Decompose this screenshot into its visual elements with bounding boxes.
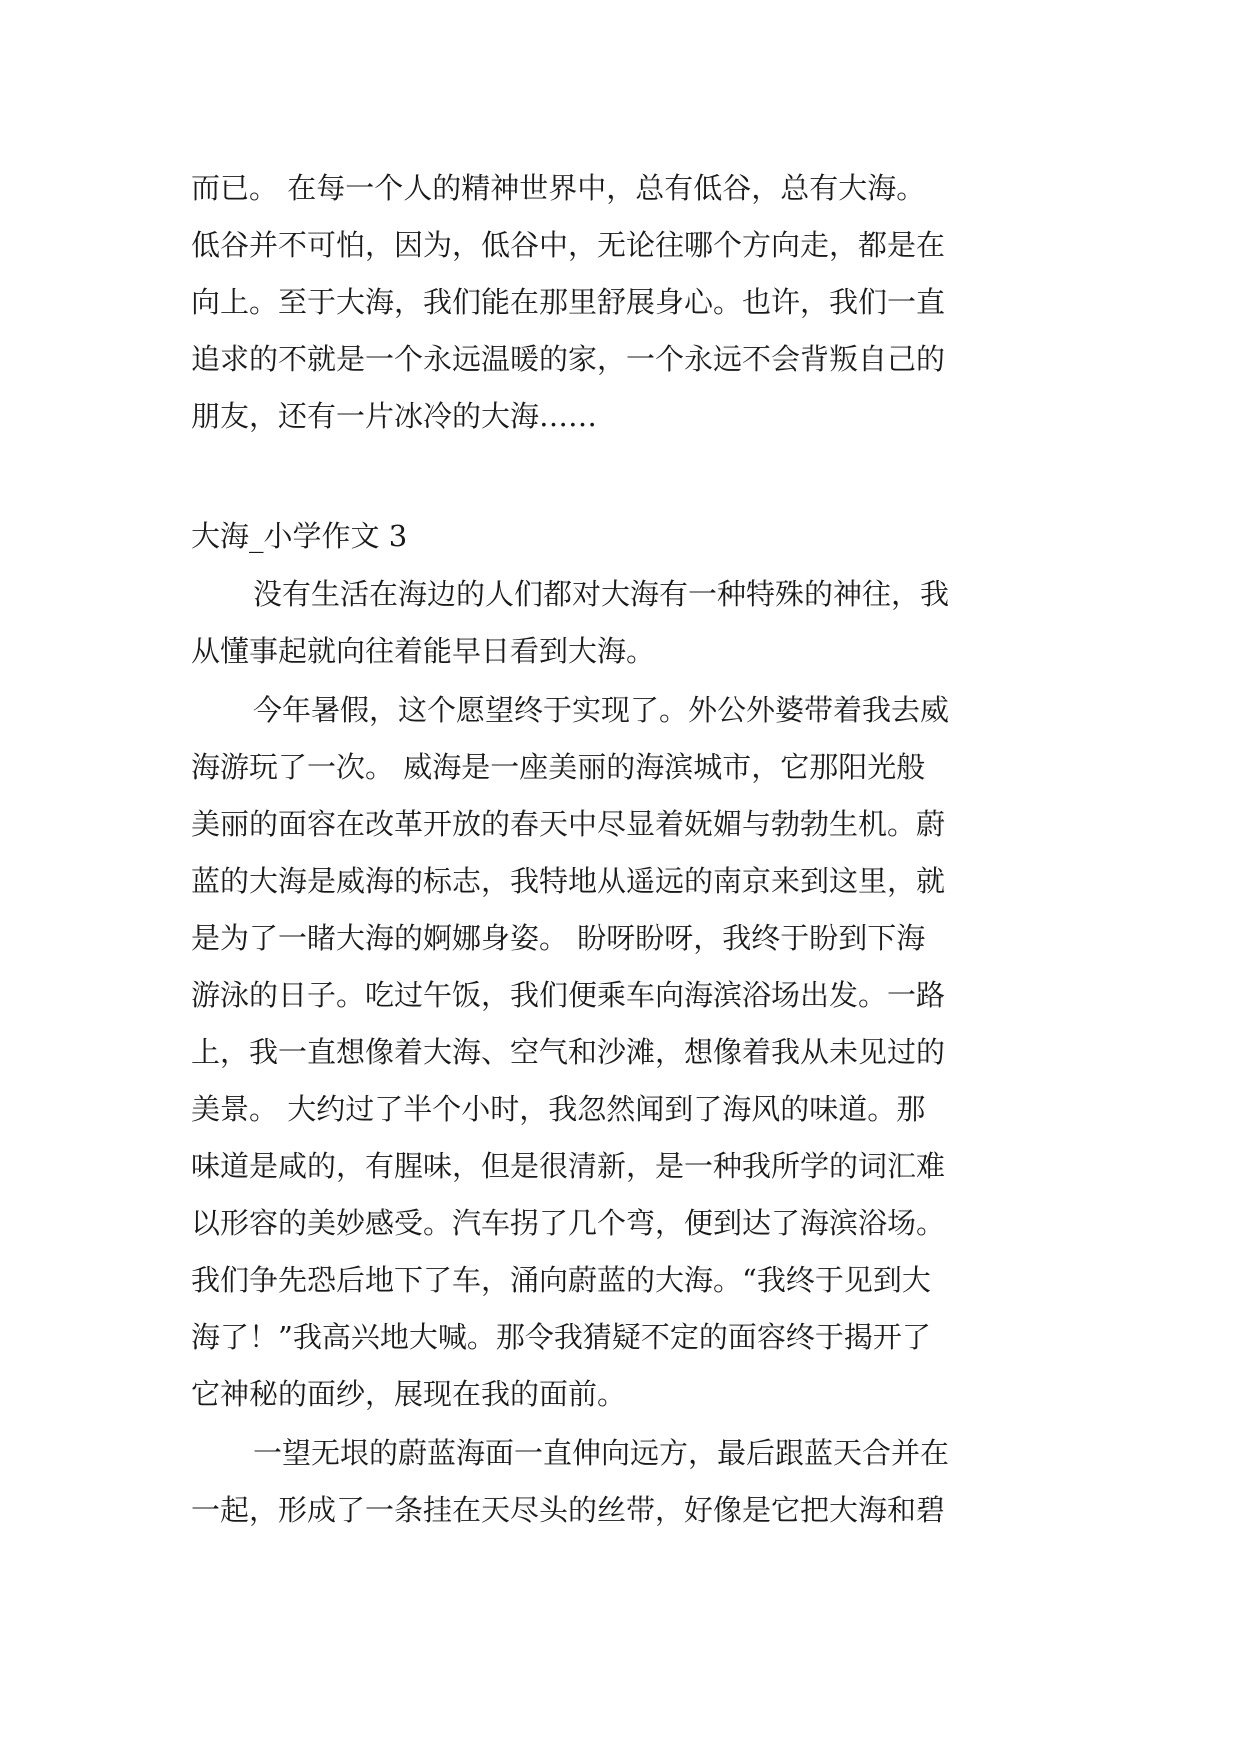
text-line: 美景。 大约过了半个小时，我忽然闻到了海风的味道。那 (191, 1092, 926, 1126)
text-line: 向上。至于大海，我们能在那里舒展身心。也许，我们一直 (191, 285, 946, 319)
text-line: 一望无垠的蔚蓝海面一直伸向远方，最后跟蓝天合并在 (253, 1436, 950, 1470)
text-line: 蓝的大海是威海的标志，我特地从遥远的南京来到这里，就 (191, 864, 946, 898)
text-line: 我们争先恐后地下了车，涌向蔚蓝的大海。“我终于见到大 (191, 1263, 931, 1297)
text-line: 今年暑假，这个愿望终于实现了。外公外婆带着我去威 (253, 693, 950, 727)
intro-paragraph (191, 160, 1071, 445)
text-line: 是为了一睹大海的婀娜身姿。 盼呀盼呀，我终于盼到下海 (191, 921, 926, 955)
text-line: 没有生活在海边的人们都对大海有一种特殊的神往，我 (253, 577, 950, 611)
text-line: 上，我一直想像着大海、空气和沙滩，想像着我从未见过的 (191, 1035, 946, 1069)
text-line: 味道是咸的，有腥味，但是很清新，是一种我所学的词汇难 (191, 1149, 946, 1183)
text-line: 从懂事起就向往着能早日看到大海。 (191, 634, 656, 668)
paragraph-1 (191, 566, 1071, 680)
essay-body (191, 566, 1071, 1541)
text-line: 以形容的美妙感受。汽车拐了几个弯，便到达了海滨浴场。 (191, 1206, 946, 1240)
text-line: 它神秘的面纱，展现在我的面前。 (191, 1377, 627, 1411)
text-line: 游泳的日子。吃过午饭，我们便乘车向海滨浴场出发。一路 (191, 978, 946, 1012)
text-line: 低谷并不可怕，因为，低谷中，无论往哪个方向走，都是在 (191, 228, 946, 262)
essay-title: 大海_小学作文 3 (191, 519, 408, 553)
text-line: 朋友，还有一片冰冷的大海…… (191, 399, 598, 433)
text-line: 而已。 在每一个人的精神世界中，总有低谷，总有大海。 (191, 171, 926, 205)
text-line: 海游玩了一次。 威海是一座美丽的海滨城市，它那阳光般 (191, 750, 926, 784)
text-line: 追求的不就是一个永远温暖的家，一个永远不会背叛自己的 (191, 342, 946, 376)
text-line: 海了！”我高兴地大喊。那令我猜疑不定的面容终于揭开了 (191, 1320, 931, 1354)
paragraph-2 (191, 682, 1071, 1423)
paragraph-3 (191, 1425, 1071, 1539)
text-line: 美丽的面容在改革开放的春天中尽显着妩媚与勃勃生机。蔚 (191, 807, 946, 841)
text-line: 一起，形成了一条挂在天尽头的丝带，好像是它把大海和碧 (191, 1493, 946, 1527)
